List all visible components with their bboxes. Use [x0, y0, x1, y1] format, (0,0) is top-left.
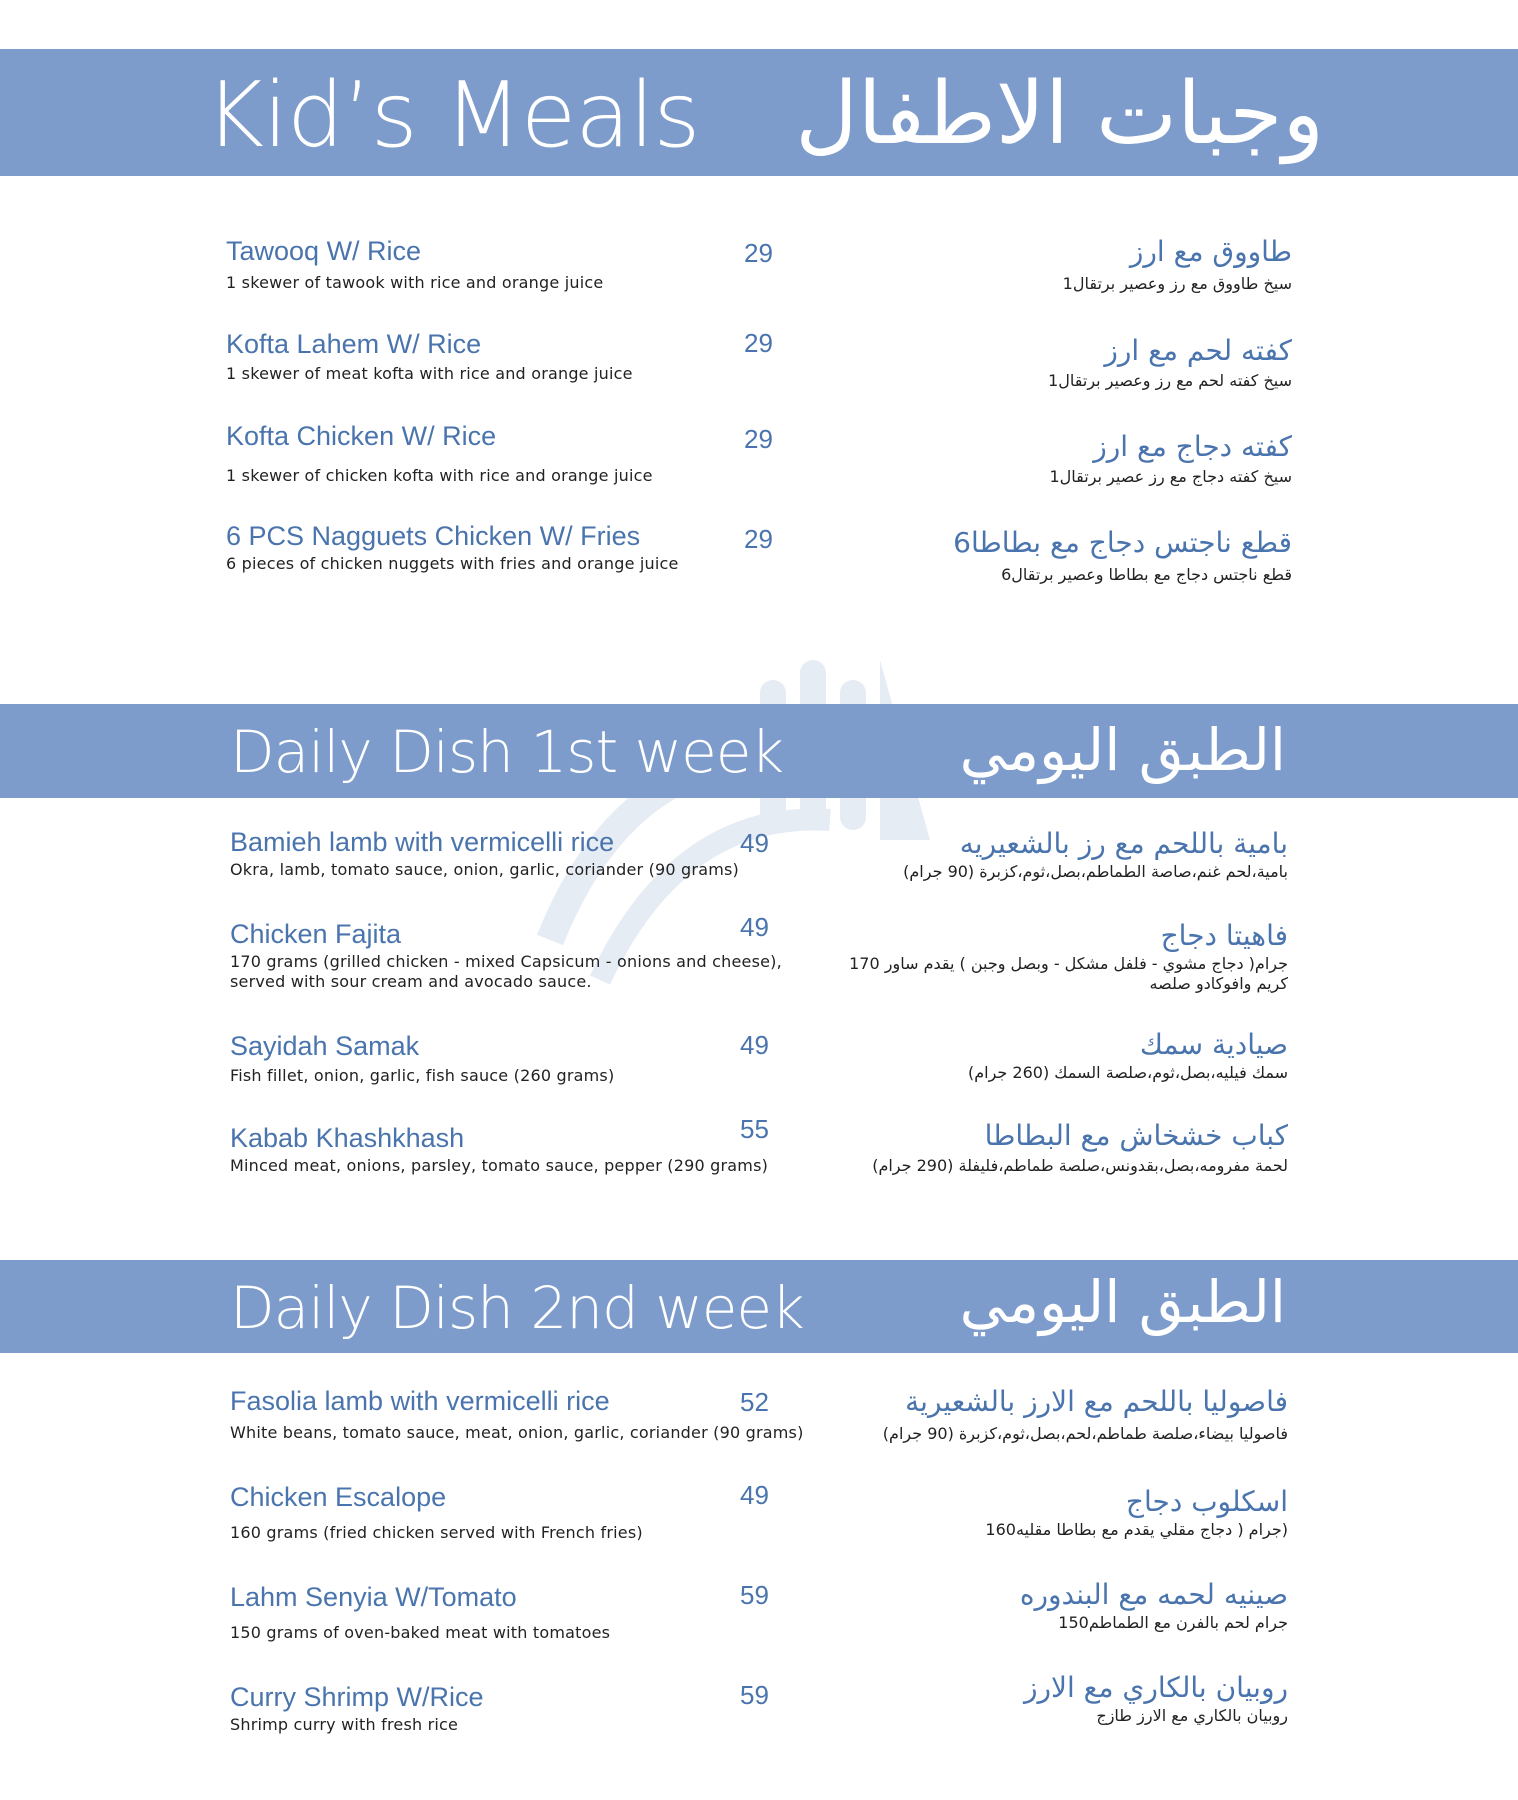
section-title-en: Daily Dish 2nd week	[230, 1274, 804, 1342]
item-name-en: Sayidah Samak	[230, 1031, 420, 1061]
menu-item-en	[230, 918, 782, 992]
item-name-en: 6 PCS Nagguets Chicken W/ Fries	[226, 521, 641, 551]
item-price: 29	[744, 524, 773, 554]
item-desc-ar: سمك فيليه،بصل،ثوم،صلصة السمك (260 جرام)	[968, 1063, 1288, 1082]
item-desc-ar: روبيان بالكاري مع الارز طازج	[1096, 1706, 1288, 1725]
item-desc-ar: لحمة مفرومه،بصل،بقدونس،صلصة طماطم،فليفلة (290 جرام)	[872, 1156, 1288, 1175]
section-header-daily-dish-1st-week	[0, 704, 1518, 798]
menu-item-en	[230, 1481, 643, 1543]
item-desc-ar: سيخ طاووق مع رز وعصير برتقال1	[1062, 274, 1292, 293]
menu-item-en	[230, 1122, 768, 1176]
item-price: 49	[740, 828, 769, 858]
item-name-en: Curry Shrimp W/Rice	[230, 1682, 484, 1712]
item-name-en: Kabab Khashkhash	[230, 1123, 465, 1153]
section-title-ar: الطبق اليومي	[959, 1268, 1286, 1336]
menu-item-en	[230, 1385, 804, 1443]
item-desc-ar: قطع ناجتس دجاج مع بطاطا وعصير برتقال6	[1001, 565, 1292, 584]
item-name-ar: طاووق مع ارز	[1129, 235, 1292, 268]
item-name-ar: صينيه لحمه مع البندوره	[1019, 1578, 1288, 1611]
item-price: 59	[740, 1680, 769, 1710]
item-desc-ar: سيخ كفته دجاج مع رز عصير برتقال1	[1049, 467, 1292, 486]
section-header-daily-dish-2nd-week	[0, 1260, 1518, 1353]
section-title-en: Kid’s Meals	[205, 63, 700, 168]
menu-item-en	[230, 1030, 614, 1086]
menu-item-ar	[1024, 1670, 1288, 1726]
item-desc-en: 1 skewer of chicken kofta with rice and orange juice	[226, 466, 653, 485]
item-desc-en: 6 pieces of chicken nuggets with fries and orange juice	[226, 554, 679, 573]
menu-item-ar	[903, 826, 1288, 882]
item-price: 29	[744, 328, 773, 358]
item-desc-en: Okra, lamb, tomato sauce, onion, garlic, coriander (90 grams)	[230, 860, 739, 879]
menu-item-en	[226, 235, 603, 293]
item-name-ar: فاصوليا باللحم مع الارز بالشعيرية	[905, 1385, 1288, 1418]
item-price: 49	[740, 912, 769, 942]
menu-item-ar	[1063, 234, 1292, 294]
item-name-en: Lahm Senyia W/Tomato	[230, 1582, 517, 1612]
item-name-ar: كباب خشخاش مع البطاطا	[984, 1119, 1288, 1152]
section-title-en: Daily Dish 1st week	[230, 718, 784, 786]
item-name-ar: روبيان بالكاري مع الارز	[1023, 1671, 1288, 1704]
item-desc-en: White beans, tomato sauce, meat, onion, garlic, coriander (90 grams)	[230, 1423, 804, 1442]
section-header-kids-meals	[0, 49, 1518, 176]
menu-item-ar	[872, 1118, 1288, 1176]
item-name-ar: اسكلوب دجاج	[1125, 1485, 1288, 1518]
item-desc-en: 1 skewer of tawook with rice and orange juice	[226, 273, 604, 292]
item-desc-ar: سيخ كفته لحم مع رز وعصير برتقال1	[1048, 371, 1292, 390]
item-desc-ar: بامية،لحم غنم،صاصة الطماطم،بصل،ثوم،كزبرة (90 جرام)	[903, 862, 1288, 881]
item-price: 55	[740, 1114, 769, 1144]
item-desc-en: 1 skewer of meat kofta with rice and orange juice	[226, 364, 633, 383]
menu-item-en	[230, 1681, 484, 1735]
menu-item-ar	[849, 918, 1288, 994]
item-name-en: Chicken Escalope	[230, 1482, 447, 1512]
menu-item-en	[230, 1581, 610, 1643]
menu-item-ar	[985, 1484, 1288, 1540]
item-price: 29	[744, 238, 773, 268]
menu-item-ar	[883, 1384, 1288, 1444]
item-desc-ar: جرام( دجاج مشوي - فلفل مشكل - وبصل وجبن ) يقدم ساور 170 كريم وافوكادو صلصه	[849, 954, 1288, 993]
item-name-ar: فاهيتا دجاج	[1160, 919, 1288, 952]
menu-item-en	[226, 420, 653, 486]
item-desc-en: Fish fillet, onion, garlic, fish sauce (260 grams)	[230, 1066, 615, 1085]
item-desc-en: 150 grams of oven-baked meat with tomatoes	[230, 1623, 611, 1642]
menu-item-ar	[1020, 1577, 1288, 1633]
item-desc-en: Shrimp curry with fresh rice	[230, 1715, 459, 1734]
item-name-en: Bamieh lamb with vermicelli rice	[230, 827, 615, 857]
menu-item-ar	[953, 525, 1292, 585]
menu-item-ar	[1049, 429, 1292, 487]
item-name-ar: صيادية سمك	[1139, 1028, 1288, 1061]
section-title-ar: الطبق اليومي	[959, 716, 1286, 784]
item-desc-en: Minced meat, onions, parsley, tomato sauce, pepper (290 grams)	[230, 1156, 769, 1175]
item-price: 29	[744, 424, 773, 454]
item-name-ar: كفته دجاج مع ارز	[1093, 430, 1292, 463]
item-name-en: Kofta Chicken W/ Rice	[226, 421, 497, 451]
menu-item-en	[230, 826, 739, 880]
menu-item-en	[226, 328, 633, 384]
item-name-en: Fasolia lamb with vermicelli rice	[230, 1386, 610, 1416]
item-price: 49	[740, 1480, 769, 1510]
item-desc-ar: جرام لحم بالفرن مع الطماطم150	[1058, 1613, 1288, 1632]
item-desc-en: 170 grams (grilled chicken - mixed Capsicum - onions and cheese), served with sour cream and avocado sauce.	[230, 952, 782, 991]
item-desc-ar: فاصوليا بيضاء،صلصة طماطم،لحم،بصل،ثوم،كزبرة (90 جرام)	[882, 1424, 1288, 1443]
item-name-ar: كفته لحم مع ارز	[1104, 334, 1292, 367]
item-name-en: Kofta Lahem W/ Rice	[226, 329, 482, 359]
item-name-ar: بامية باللحم مع رز بالشعيريه	[959, 827, 1288, 860]
menu-item-ar	[1048, 333, 1292, 391]
item-desc-ar: (جرام ( دجاج مقلي يقدم مع بطاطا مقليه160	[985, 1520, 1288, 1539]
item-name-ar: قطع ناجتس دجاج مع بطاطا6	[953, 526, 1292, 559]
menu-item-en	[226, 520, 679, 574]
item-price: 52	[740, 1387, 769, 1417]
item-name-en: Tawooq W/ Rice	[226, 236, 422, 266]
item-price: 59	[740, 1580, 769, 1610]
item-name-en: Chicken Fajita	[230, 919, 402, 949]
section-title-ar: وجبات الاطفال	[795, 64, 1324, 164]
item-price: 49	[740, 1030, 769, 1060]
menu-item-ar	[968, 1027, 1288, 1083]
item-desc-en: 160 grams (fried chicken served with French fries)	[230, 1523, 643, 1542]
